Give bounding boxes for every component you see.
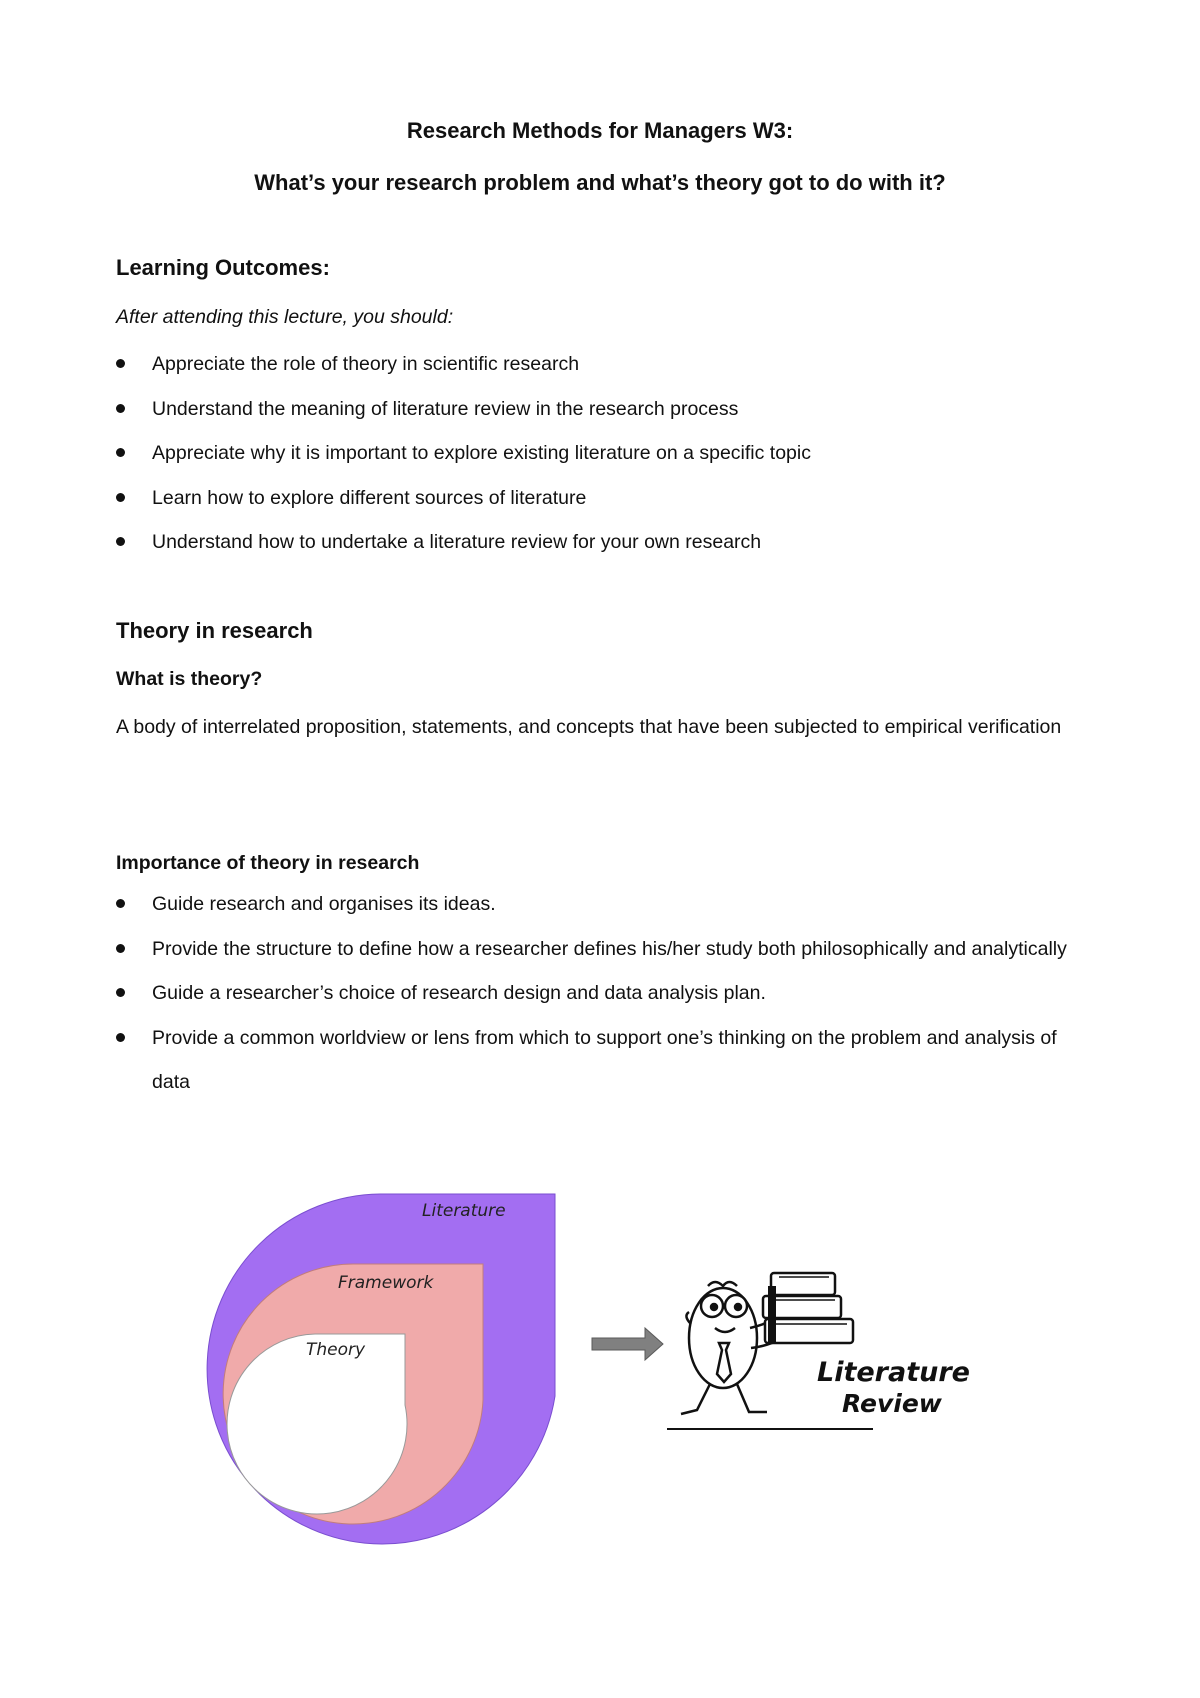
list-item-text: Learn how to explore different sources of literature (152, 486, 587, 509)
theory-framework-diagram (205, 1188, 1005, 1548)
bullet-icon (116, 899, 125, 908)
document-title: Research Methods for Managers W3: (406, 118, 794, 143)
what-is-theory-heading: What is theory? (116, 668, 263, 690)
bullet-icon (116, 1033, 125, 1042)
list-item (116, 342, 1096, 387)
bullet-icon (116, 944, 125, 953)
literature-review-caption: Literature (817, 1357, 970, 1388)
list-item (116, 971, 1096, 1016)
bullet-icon (116, 537, 125, 546)
bullet-icon (116, 988, 125, 997)
learning-outcomes-intro: After attending this lecture, you should: (116, 306, 454, 328)
learning-outcomes-heading: Learning Outcomes: (116, 255, 330, 280)
theory-definition: A body of interrelated proposition, statements, and concepts that have been subjected to empirical verification (116, 716, 1062, 738)
list-item (116, 927, 1096, 972)
diagram-svg (205, 1188, 1005, 1548)
list-item-text: Provide the structure to define how a researcher defines his/her study both philosophically and analytically (152, 937, 1067, 960)
arrow-icon (592, 1328, 663, 1360)
list-item-text: Guide a researcher’s choice of research design and data analysis plan. (152, 982, 766, 1004)
list-item (116, 387, 1096, 432)
list-item-text: Guide research and organises its ideas. (152, 893, 496, 915)
list-item-text: Understand how to undertake a literature review for your own research (152, 531, 762, 553)
list-item (116, 882, 1096, 927)
importance-heading: Importance of theory in research (116, 852, 420, 874)
list-item (116, 431, 1096, 476)
list-item-text: Appreciate why it is important to explore existing literature on a specific topic (152, 442, 811, 464)
theory-label: Theory (306, 1340, 366, 1360)
list-item-text: Appreciate the role of theory in scientific research (152, 353, 580, 375)
theory-shape (227, 1334, 407, 1514)
bullet-icon (116, 359, 125, 368)
literature-review-caption-line2: Review (842, 1389, 942, 1418)
list-item (116, 520, 1096, 565)
list-item (116, 1016, 1096, 1105)
bullet-icon (116, 448, 125, 457)
list-item-text: Understand the meaning of literature review in the research process (152, 397, 739, 420)
document-subtitle: What’s your research problem and what’s theory got to do with it? (254, 170, 946, 195)
framework-label: Framework (338, 1273, 434, 1293)
importance-list (116, 882, 1096, 1105)
learning-outcomes-list (116, 342, 1096, 565)
list-item-text: Provide a common worldview or lens from which to support one’s thinking on the problem and analysis of data (152, 1026, 1057, 1093)
bullet-icon (116, 404, 125, 413)
theory-heading: Theory in research (116, 618, 313, 643)
bullet-icon (116, 493, 125, 502)
list-item (116, 476, 1096, 521)
literature-label: Literature (422, 1201, 506, 1221)
